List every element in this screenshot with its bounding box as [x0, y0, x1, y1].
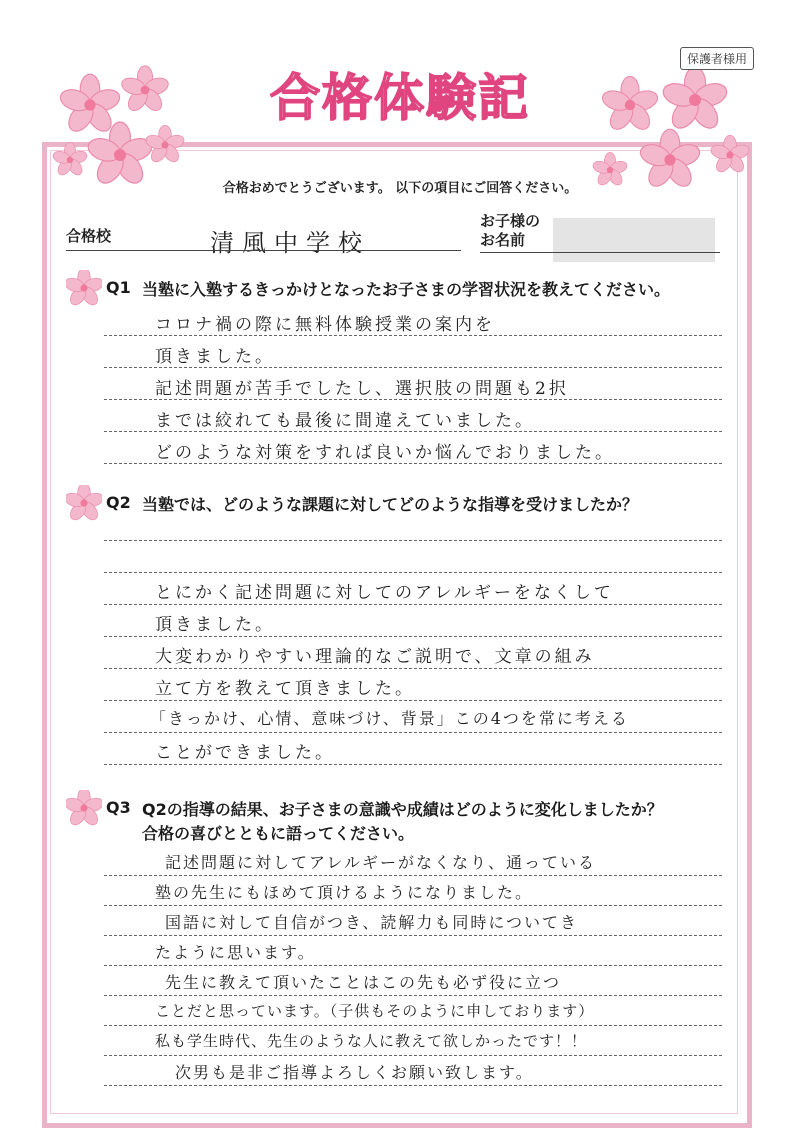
question-3: Q3 Q2の指導の結果、お子さまの意識や成績はどのように変化しましたか？ 合格の喜びとともに語ってください。	[66, 790, 663, 846]
q3-text-line2: 合格の喜びとともに語ってください。	[142, 824, 415, 843]
school-value: 清風中学校	[210, 229, 370, 257]
q3-answer-line: 塾の先生にもほめて頂けるようになりました。	[155, 883, 534, 902]
q2-answer-line: 立て方を教えて頂きました。	[155, 679, 415, 699]
q1-answer-line: 頂きました。	[155, 347, 275, 367]
child-name-redacted	[553, 218, 715, 262]
question-1: Q1 当塾に入塾するきっかけとなったお子さまの学習状況を教えてください。	[66, 270, 670, 306]
q1-answer-line: コロナ禍の際に無料体験授業の案内を	[155, 315, 495, 335]
q3-answer-line: たように思います。	[155, 943, 316, 962]
q1-answer-line: までは絞れても最後に間違えていました。	[155, 411, 535, 431]
q2-answer-line: 「きっかけ、心情、意味づけ、背景」この4つを常に考える	[150, 709, 629, 728]
q3-answer-line: 先生に教えて頂いたことはこの先も必ず役に立つ	[165, 973, 562, 992]
intro-text: 合格おめでとうございます。 以下の項目にご回答ください。	[222, 181, 578, 196]
q3-answer-line: ことだと思っています。（子供もそのように申しております）	[155, 1002, 595, 1020]
q1-answer-line: 記述問題が苦手でしたし、選択肢の問題も2択	[155, 379, 569, 399]
q2-answer-line: 頂きました。	[155, 615, 275, 635]
sakura-icon	[66, 485, 102, 521]
sakura-icon	[66, 270, 102, 306]
school-label: 合格校	[66, 227, 112, 245]
question-2: Q2 当塾では、どのような課題に対してどのような指導を受けましたか？	[66, 485, 638, 521]
sakura-icon	[66, 790, 102, 826]
q1-answer-line: どのような対策をすれば良いか悩んでおりました。	[155, 443, 615, 463]
audience-badge: 保護者様用	[680, 47, 754, 70]
page-title: 合格体験記	[270, 68, 530, 127]
q3-answer-line: 記述問題に対してアレルギーがなくなり、通っている	[165, 853, 596, 872]
q3-text-line1: Q2の指導の結果、お子さまの意識や成績はどのように変化しましたか？	[142, 800, 663, 819]
q2-answer-line: とにかく記述問題に対してのアレルギーをなくして	[155, 583, 614, 603]
q3-answer-line: 国語に対して自信がつき、読解力も同時についてき	[165, 913, 579, 932]
q3-answer-line: 私も学生時代、先生のような人に教えて欲しかったです！！	[155, 1032, 588, 1050]
q2-answer-line: 大変わかりやすい理論的なご説明で、文章の組み	[155, 647, 595, 667]
school-underline	[66, 250, 461, 251]
q2-answer-line: ことができました。	[155, 743, 335, 763]
child-name-underline	[480, 252, 720, 253]
child-label: お子様の お名前	[480, 212, 541, 249]
q3-answer-line: 次男も是非ご指導よろしくお願い致します。	[175, 1063, 534, 1082]
